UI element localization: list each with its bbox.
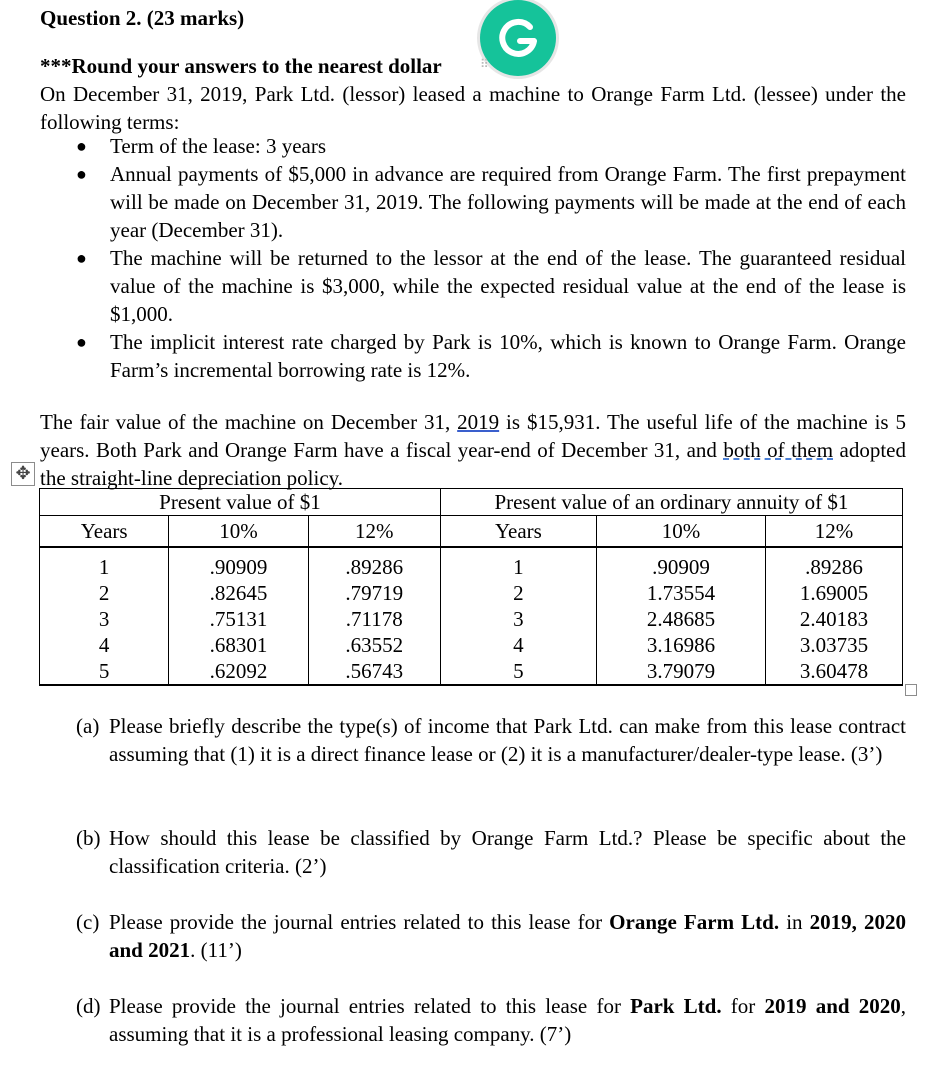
column-header: 10% xyxy=(169,516,308,548)
table-cell: .68301 xyxy=(169,632,308,658)
table-cell: 1 xyxy=(440,547,596,580)
column-header: Years xyxy=(40,516,169,548)
table-row xyxy=(40,606,903,632)
table-cell: 1.69005 xyxy=(766,580,903,606)
table-cell: 4 xyxy=(40,632,169,658)
table-cell: .62092 xyxy=(169,658,308,685)
question-title: Question 2. (23 marks) xyxy=(40,6,245,30)
list-item: ● Annual payments of $5,000 in advance are required from Orange Farm. The first prepayment will be made on December 31, 2019. The following payments will be made at the end of each year (December 31). xyxy=(76,162,906,242)
table-cell: .56743 xyxy=(308,658,440,685)
table-resize-icon[interactable] xyxy=(905,684,917,696)
column-header: 12% xyxy=(308,516,440,548)
column-header: 10% xyxy=(596,516,765,548)
part-text: Please provide the journal entries related to this lease for Park Ltd. for 2019 and 2020, assuming that it is a professional leasing company. (7’) xyxy=(109,994,907,1046)
table-row xyxy=(40,580,903,606)
part-label: (c) xyxy=(76,910,100,934)
fair-value-paragraph: The fair value of the machine on December 31, 2019 is $15,931. The useful life of the machine is 5 years. Both Park and Orange Farm have a fiscal year-end of December 31, and both of them adopted the straight-line depreciation policy. xyxy=(40,410,906,490)
list-item: ● The implicit interest rate charged by Park is 10%, which is known to Orange Farm. Orange Farm’s incremental borrowing rate is 12%. xyxy=(76,330,906,382)
table-cell: 1 xyxy=(40,547,169,580)
column-header: 12% xyxy=(766,516,903,548)
drag-dots-icon[interactable]: ⠿ xyxy=(480,57,489,71)
table-cell: 3.16986 xyxy=(596,632,765,658)
bullet-icon: ● xyxy=(76,332,87,352)
table-cell: 1.73554 xyxy=(596,580,765,606)
table-cell: 2 xyxy=(40,580,169,606)
intro-paragraph: On December 31, 2019, Park Ltd. (lessor) leased a machine to Orange Farm Ltd. (lessee) under the following terms: xyxy=(40,82,906,134)
bullet-icon: ● xyxy=(76,164,87,184)
column-header: Years xyxy=(440,516,596,548)
part-a xyxy=(76,712,906,768)
part-label: (b) xyxy=(76,826,101,850)
rounding-note: ***Round your answers to the nearest dollar xyxy=(40,54,442,78)
table-cell: .71178 xyxy=(308,606,440,632)
part-b xyxy=(76,824,906,880)
list-item: ● Term of the lease: 3 years xyxy=(76,134,327,158)
part-c xyxy=(76,908,906,964)
table-row xyxy=(40,658,903,685)
table-cell: .79719 xyxy=(308,580,440,606)
table-row xyxy=(40,547,903,580)
table-cell: .75131 xyxy=(169,606,308,632)
table-cell: .90909 xyxy=(169,547,308,580)
table-cell: 3.79079 xyxy=(596,658,765,685)
table-cell: 5 xyxy=(40,658,169,685)
part-d xyxy=(76,992,906,1048)
part-label: (a) xyxy=(76,714,100,738)
annuity-header: Present value of an ordinary annuity of $1 xyxy=(440,489,902,516)
grammar-suggestion[interactable]: both of them xyxy=(723,438,834,462)
table-move-icon[interactable]: ✥ xyxy=(11,462,35,486)
list-item: ● The machine will be returned to the lessor at the end of the lease. The guaranteed residual value of the machine is $3,000, while the expected residual value at the end of the lease is $1,000. xyxy=(76,246,906,326)
table-cell: .89286 xyxy=(308,547,440,580)
grammar-suggestion[interactable]: 2019 xyxy=(457,410,500,434)
table-cell: 4 xyxy=(440,632,596,658)
table-cell: 2.40183 xyxy=(766,606,903,632)
table-cell: 3 xyxy=(440,606,596,632)
table-cell: .89286 xyxy=(766,547,903,580)
table-cell: .63552 xyxy=(308,632,440,658)
table-cell: 2 xyxy=(440,580,596,606)
table-cell: 2.48685 xyxy=(596,606,765,632)
lease-terms-list xyxy=(76,132,906,384)
table-cell: 5 xyxy=(440,658,596,685)
table-cell: 3.03735 xyxy=(766,632,903,658)
table-cell: 3.60478 xyxy=(766,658,903,685)
bullet-icon: ● xyxy=(76,136,87,156)
table-row xyxy=(40,632,903,658)
part-text: Please briefly describe the type(s) of income that Park Ltd. can make from this lease contract assuming that (1) it is a direct finance lease or (2) it is a manufacturer/dealer-type lease. (3’) xyxy=(109,714,906,766)
table-cell: .90909 xyxy=(596,547,765,580)
part-text: Please provide the journal entries related to this lease for Orange Farm Ltd. in 2019, 2020 and 2021. (11’) xyxy=(109,910,907,962)
part-label: (d) xyxy=(76,994,101,1018)
pv-header: Present value of $1 xyxy=(40,489,441,516)
part-text: How should this lease be classified by Orange Farm Ltd.? Please be specific about the classification criteria. (2’) xyxy=(109,826,906,878)
present-value-table xyxy=(39,488,903,686)
table-cell: 3 xyxy=(40,606,169,632)
bullet-icon: ● xyxy=(76,248,87,268)
table-cell: .82645 xyxy=(169,580,308,606)
